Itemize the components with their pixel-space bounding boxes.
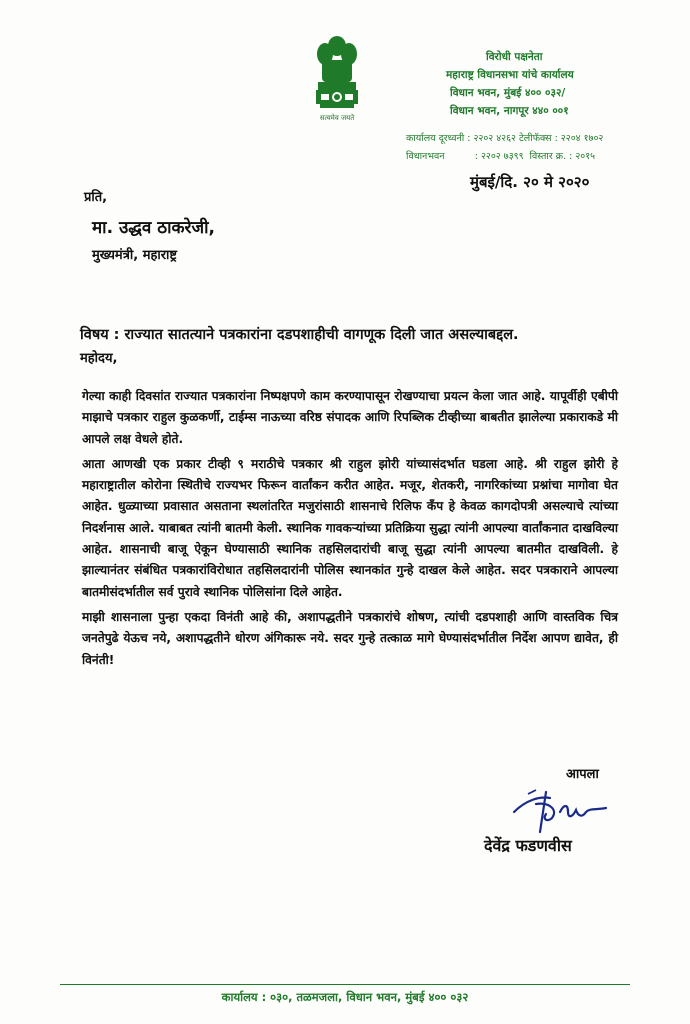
body-paragraph-2: आता आणखी एक प्रकार टीव्ही ९ मराठीचे पत्रकार श्री राहुल झोरी यांच्यासंदर्भात घडला आहे. श्री राहुल झोरी हे महाराष्ट्रातील कोरोना स्थितीचे राज्यभर फिरून वार्तांकन करीत आहेत. मजूर, शेतकरी, नागरिकांच्या प्रश्नांचा मागोवा घेत आहेत. धुळ्याच्या प्रवासात असताना स्थलांतरित मजुरांसाठी शासनाचे रिलिफ कँप हे केवळ कागदोपत्री असल्याचे त्यांच्या निदर्शनास आले. याबाबत त्यांनी बातमी केली. स्थानिक गावकऱ्यांच्या प्रतिक्रिया सुद्धा त्यांनी आपल्या वार्तांकनात दाखविल्या आहेत. शासनाची बाजू ऐकून घेण्यासाठी स्थानिक तहसिलदारांची बाजू सुद्धा त्यांनी आपल्या बातमीत दाखविली. हे झाल्यानंतर संबंधित पत्रकारांविरोधात तहसिलदारांनी पोलिस स्थानकांत गुन्हे दाखल केले आहेत. सदर पत्रकाराने आपल्या बातमीसंदर्भातील सर्व पुरावे स्थानिक पोलिसांना दिले आहेत. [82, 456, 618, 599]
letterhead-address-nagpur: विधान भवन, नागपूर ४४० ००१ [450, 105, 569, 117]
letterhead-address-mumbai: विधान भवन, मुंबई ४०० ०३२/ [450, 87, 566, 99]
recipient-block [84, 186, 484, 266]
letterhead-assembly: महाराष्ट्र विधानसभा यांचे कार्यालय [446, 69, 574, 81]
letterhead-office: विरोधी पक्षनेता [486, 51, 543, 63]
signer-name: देवेंद्र फडणवीस [484, 836, 572, 855]
emblem-motto: सत्यमेव जयते [319, 114, 355, 122]
vidhan-bhavan-phone: विधानभवन : २२०२ ७३९९ विस्तार क्र. : २०१५ [406, 151, 596, 162]
letter-date: मुंबई/दि. २० मे २०२० [470, 173, 590, 191]
office-phone: कार्यालय दूरध्वनी : २२०२ ४२६२ टेलीफॅक्स : २२०४ १७०२ [406, 133, 604, 144]
letter-greeting: महोदय, [80, 351, 118, 366]
national-emblem-icon [312, 34, 362, 124]
footer-address: कार्यालय : ०३०, तळमजला, विधान भवन, मुंबई ४०० ०३२ [221, 990, 469, 1004]
recipient-prefix: प्रति, [84, 190, 108, 205]
letter-subject: विषय : राज्यात सातत्याने पत्रकारांना दडपशाहीची वागणूक दिली जात असल्याबद्दल. [80, 327, 519, 343]
body-paragraph-3: माझी शासनाला पुन्हा एकदा विनंती आहे की, अशापद्धतीने पत्रकारांचे शोषण, त्यांची दडपशाही आणि वास्तविक चित्र जनतेपुढे येऊच नये, अशापद्धतीने धोरण अंगिकारू नये. सदर गुन्हे तत्काळ मागे घेण्यासंदर्भातील निर्देश आपण द्यावेत, ही विनंती! [82, 609, 618, 667]
body-paragraph-1: गेल्या काही दिवसांत राज्यात पत्रकारांना निष्पक्षपणे काम करण्यापासून रोखण्याचा प्रयत्न केला जात आहे. यापूर्वीही एबीपी माझाचे पत्रकार राहुल कुळकर्णी, टाईम्स नाऊच्या वरिष्ठ संपादक आणि रिपब्लिक टीव्हीच्या बाबतीत झालेल्या प्रकाराकडे मी आपले लक्ष वेधले होते. [82, 389, 618, 446]
letterhead-address [446, 48, 666, 120]
letterhead-phones [406, 130, 603, 166]
recipient-title: मुख्यमंत्री, महाराष्ट्र [92, 248, 178, 263]
letter-closing: आपला [566, 767, 599, 782]
signature-mark [506, 782, 616, 838]
letter-body [82, 386, 618, 675]
recipient-name: मा. उद्धव ठाकरेजी, [92, 218, 215, 238]
footer-divider [60, 984, 630, 985]
